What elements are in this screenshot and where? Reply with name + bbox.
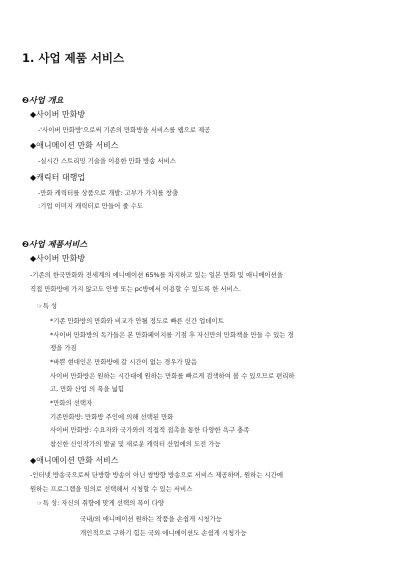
body-line: -인터넷 방송국으로써 단방향 방송이 아닌 쌍방향 방송으로 서비스 제공하며, 원하는 시간에 <box>30 471 284 479</box>
section-heading-overview: ❷사업 개요 <box>22 95 64 105</box>
feature-line: 사이버 만화방: 수요자와 국가와의 직접적 접촉을 통한 다양한 욕구 충족 <box>50 426 250 434</box>
feature-line: *사이버 만화방의 독가들은 본 만화페이지를 기점 후 자신만의 만화책을 만들 수 있는 경 <box>50 331 294 339</box>
body-line: :기업 이미지 캐릭터로 만들어 줄 수도 <box>38 202 143 210</box>
body-line: -기존의 한국만화와 전세계의 애니메이션 65%를 차지하고 있는 일본 만화 및 애니메이션을 <box>30 271 283 279</box>
feature-line: 참신한 신인작가의 발굴 및 새로운 캐릭터 산업에의 도전 가능 <box>50 440 221 448</box>
item-heading-animation: ◆애니메이션 만화 서비스 <box>30 141 119 150</box>
feature-line: *만화의 선택자 <box>50 399 93 407</box>
feature-line: 기존만화방: 만화방 주인에 의해 선택된 만화 <box>50 413 174 421</box>
section-heading-products: ❷사업 제품서비스 <box>22 239 88 249</box>
feature-line: *바쁜 현대인은 만화방에 갈 시간이 없는 경우가 많음 <box>50 358 198 366</box>
feature-line: 개인적으로 구하기 힘든 국외 애니메이션도 손쉽게 시청가능 <box>80 529 247 537</box>
item-heading-character: ◆캐릭터 대행업 <box>30 173 86 182</box>
item-heading-cyber: ◆사이버 만화방 <box>30 110 86 119</box>
feature-label: ☞특 성 <box>37 302 58 310</box>
body-line: -실시간 스트리밍 기술을 이용한 만화 방송 서비스 <box>38 157 176 165</box>
body-line: -'사이버 만화방'으로써 기존의 만화방을 서비스를 웹으로 제공 <box>38 126 211 134</box>
feature-line: *기존 만화방의 만화와 비교가 안될 정도로 빠른 신간 업데이트 <box>50 317 224 325</box>
item-heading-animation-service: ◆애니메이션 만화 서비스 <box>30 456 119 465</box>
page-title: 1. 사업 제품 서비스 <box>22 51 125 65</box>
feature-line: ☞특 성: 자신의 취향에 맞게 선택의 폭이 다양 <box>37 499 165 507</box>
feature-line: 쟁을 가짐 <box>50 344 77 352</box>
body-line: 원하는 프로그램을 임의로 선택해서 시청할 수 있는 서비스 <box>30 485 193 493</box>
feature-line: 사이버 만화방은 원하는 시간대에 원하는 만화를 빠르게 검색하여 볼 수 있으므로 편리하 <box>50 372 295 380</box>
body-line: 직접 만화방에 가지 않고도 안방 또는 pc방에서 이용할 수 있도록 한 서비스. <box>30 285 241 293</box>
item-heading-cyber-service: ◆사이버 만화방 <box>30 254 86 263</box>
feature-line: 국내/외 애니메이션 원하는 작품을 손쉽게 시청가능 <box>80 515 222 523</box>
feature-line: 고, 만화 산업 의 폭을 넓힘 <box>50 385 124 393</box>
body-line: -만화 캐릭터를 상품으로 개발: 고부가 가치를 창출 <box>38 189 179 197</box>
